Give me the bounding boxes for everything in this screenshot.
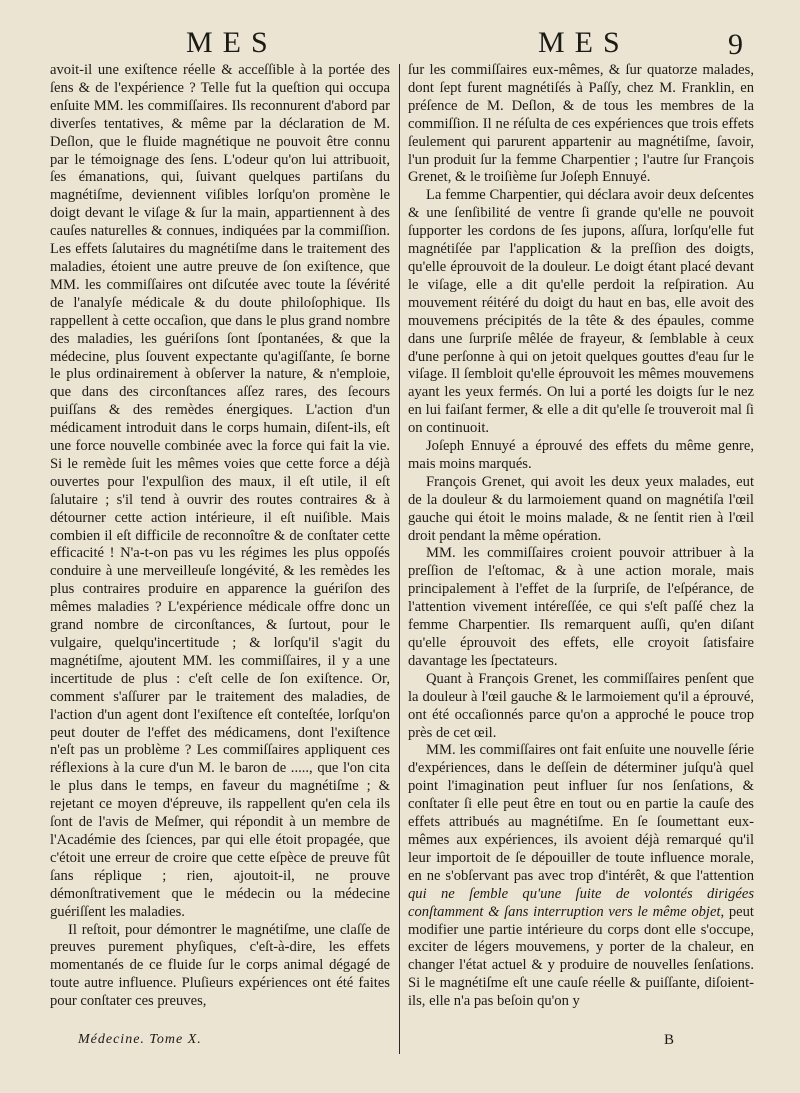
running-title-left: MES (186, 26, 278, 59)
paragraph: Il reſtoit, pour démontrer le magnétiſme, une claſſe de preuves purement phyſiques, c'eſt-à-dire, les effets momentanés de ce fluide ſur le corps animal dégagé de toute autre influence. Pluſieurs expériences ont été faites pour conſtater ces preuves, (50, 921, 390, 1010)
paragraph-text: MM. les commiſſaires ont fait enſuite une nouvelle ſérie d'expériences, dans le deſſein de déterminer juſqu'à quel point l'imagination peut influer ſur nos ſenſations, & conſtater ſi elle peut être en tout ou en partie la cauſe des effets attribués au magnétiſme. En ſe ſoumettant eux-mêmes aux expériences, ils avoient déjà remarqué qu'il leur importoit de ſe dépouiller de toute influence morale, en ne s'obſervant pas avec trop d'intérêt, & que l'attention (408, 742, 754, 884)
paragraph: Joſeph Ennuyé a éprouvé des effets du même genre, mais moins marqués. (408, 438, 754, 472)
right-column (408, 62, 754, 1011)
page-header (0, 26, 800, 62)
paragraph: avoit-il une exiſtence réelle & acceſſible à la portée des ſens & de l'expérience ? Telle fut la queſtion qui occupa enſuite MM. les commiſſaires. Ils reconnurent d'abord par diverſes tentatives, & même par la déclaration de M. Deſlon, que le fluide magnétique ne pouvoit être connu par le témoignage des ſens. L'odeur qu'on lui attribuoit, ſes émanations, qui, ſuivant quelques partiſans du magnétiſme, deviennent viſibles lorſqu'on promène le doigt devant le viſage & ſur la main, appartiennent à des cauſes naturelles & connues, indiquées par la commiſſion. Les effets ſalutaires du magnétiſme dans le traitement des maladies, étoient une autre preuve de ſon exiſtence, que MM. les commiſſaires ont diſcutée avec toute la ſévérité de l'analyſe médicale & du doute philoſophique. Ils rappellent à cette occaſion, que dans le plus grand nombre des maladies, les guériſons ſont ſpontanées, & que la médecine, plus ſouvent expectante qu'agiſſante, ſe borne le plus ordinairement à obſerver la nature, & n'emploie, que dans des circonſtances aſſez rares, des ſecours puiſſans & des remèdes énergiques. L'action d'un médicament introduit dans le corps humain, diſent-ils, eſt une force nouvelle combinée avec la force qui fait la vie. Si le remède ſuit les mêmes voies que cette force a déjà ouvertes pour l'expulſion des maux, il eſt utile, il eſt ſalutaire ; s'il tend à ouvrir des routes contraires & à détourner cette action intérieure, il eſt nuiſible. Mais combien il eſt difficile de reconnoître & de conſtater cette efficacité ! N'a-t-on pas vu les régimes les plus oppoſés conduire à une merveilleuſe longévité, & les remèdes les plus contraires produire en apparence la guériſon des mêmes maladies ? L'expérience médicale offre donc un grand nombre de circonſtances, & ſurtout, pour le vulgaire, quelqu'incertitude ; & lorſqu'il s'agit du magnétiſme, ajoutent MM. les commiſſaires, il y a une incertitude de plus : c'eſt celle de ſon exiſtence. Or, comment s'aſſurer par le traitement des maladies, de l'action d'un agent dont l'exiſtence eſt conteſtée, lorſqu'on peut douter de l'effet des médicamens, dont l'exiſtence n'eſt pas un problème ? Les commiſſaires appliquent ces réflexions à la cure d'un M. le baron de ....., que l'on cita le plus dans le temps, en faveur du magnétiſme ; & rejetant ce moyen d'épreuve, ils rappellent qu'en cela ils ſont de l'avis de Meſmer, qui répondit à un membre de l'Académie des ſciences, par qui elle étoit propagée, que c'étoit une erreur de croire que cette eſpèce de preuve fût ſans réplique ; rien, ajoutoit-il, ne prouve démonſtrativement que le médecin ou la médecine guériſſent les maladies. (50, 62, 390, 920)
left-column (50, 62, 390, 1011)
paragraph: François Grenet, qui avoit les deux yeux malades, eut de la douleur & du larmoiement quand on magnétiſa l'œil gauche qui étoit le moins malade, & ne ſentit rien à l'œil droit pendant la même opération. (408, 473, 754, 544)
paragraph-text: , peut modifier une partie intérieure du corps dont elle s'occupe, exciter de légers mouvemens, y porter de la chaleur, en changer l'état actuel & y produire de nouvelles ſenſations. Si le magnétiſme eſt une cauſe réelle & puiſſante, diſoient-ils, elle n'a pas beſoin qu'on y (408, 903, 754, 1010)
volume-signature: Médecine. Tome X. (78, 1032, 202, 1047)
paragraph (408, 742, 754, 1011)
paragraph: La femme Charpentier, qui déclara avoir deux deſcentes & une ſenſibilité de ventre ſi grande qu'elle ne pouvoit ſupporter les cordons de ſes jupons, aſſura, lorſqu'elle fut magnétiſée par l'application & la preſſion des doigts, qu'elle éprouvoit de la douleur. Le doigt étant placé devant le viſage, elle a dit qu'elle perdoit la reſpiration. Au mouvement réitéré du doigt du haut en bas, elle avoit des mouvemens précipités de la tête & des épaules, comme dans une ſurpriſe mêlée de frayeur, & ſemblable à ceux d'une perſonne à qui on jetoit quelques gouttes d'eau ſur le viſage. Il ſembloit qu'elle éprouvoit les mêmes mouvemens ayant les yeux fermés. On lui a porté les doigts ſur le nez en lui faiſant fermer, & elle a dit qu'elle ſe trouveroit mal ſi on continuoit. (408, 187, 754, 437)
column-divider (399, 64, 400, 1054)
signature-mark: B (664, 1032, 675, 1048)
paragraph: ſur les commiſſaires eux-mêmes, & ſur quatorze malades, dont ſept furent magnétiſés à Paſſy, chez M. Franklin, en préſence de M. Deſlon, & de tous les membres de la commiſſion. Il ne réſulta de ces expériences que trois effets ſeulement qui parurent appartenir au magnétiſme, ſavoir, l'un produit ſur la femme Charpentier ; l'autre ſur François Grenet, & le troiſième ſur Joſeph Ennuyé. (408, 62, 754, 186)
page-number: 9 (728, 28, 743, 61)
paragraph: MM. les commiſſaires croient pouvoir attribuer à la preſſion de l'eſtomac, & à une action morale, mais principalement à l'effet de la ſurpriſe, de l'eſpérance, de l'attention vivement intéreſſée, ce qui s'eſt paſſé chez la femme Charpentier. Ils remarquent auſſi, qu'en diſant qu'elle éprouvoit des effets, elle croyoit ſatisfaire davantage les ſpectateurs. (408, 545, 754, 669)
paragraph: Quant à François Grenet, les commiſſaires penſent que la douleur à l'œil gauche & le larmoiement qu'il a éprouvé, ont été occaſionnés parce qu'on a approché le pouce trop près de cet œil. (408, 670, 754, 741)
running-title-right: MES (538, 26, 630, 59)
italic-quote: qui ne ſemble qu'une ſuite de volontés dirigées conſtamment & ſans interruption vers le même objet (408, 885, 754, 920)
